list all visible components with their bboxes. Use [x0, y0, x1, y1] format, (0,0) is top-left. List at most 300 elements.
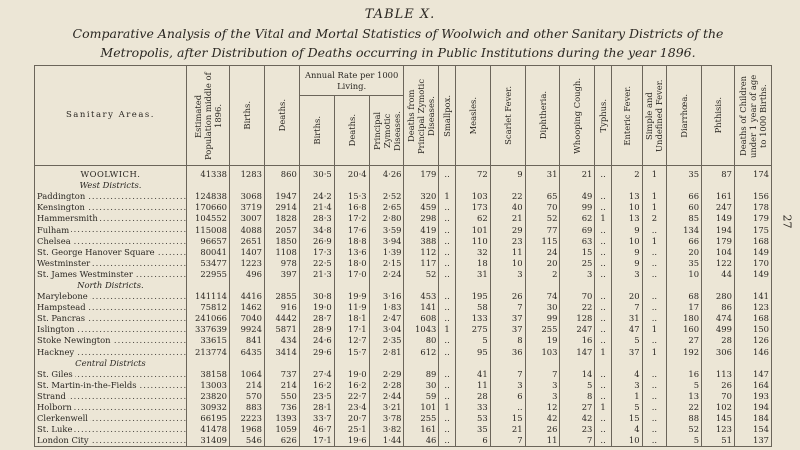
infant-deaths-cell: 194 [734, 402, 771, 413]
infant-deaths-cell: 164 [734, 380, 771, 391]
phthisis-cell: 499 [702, 324, 735, 335]
diphtheria-cell: 30 [525, 302, 560, 313]
scarlet-fever-cell: .. [490, 402, 525, 413]
area-name: St. James Westminster [37, 268, 133, 279]
scarlet-fever-cell: 3 [490, 380, 525, 391]
table-row [35, 369, 772, 380]
smallpox-cell: .. [439, 247, 455, 258]
diphtheria-cell: 3 [525, 380, 560, 391]
deaths-cell: 214 [264, 380, 299, 391]
diphtheria-cell: 74 [525, 291, 560, 302]
smallpox-cell: .. [439, 291, 455, 302]
table-row [35, 202, 772, 213]
rate-zymotic-cell: 2·35 [369, 335, 404, 346]
empty-cell [369, 358, 404, 369]
rate-deaths-cell: 17·1 [334, 324, 369, 335]
measles-cell: 72 [455, 166, 490, 181]
empty-cell [186, 358, 229, 369]
rate-zymotic-cell: 4·26 [369, 166, 404, 181]
area-name-cell [35, 324, 187, 335]
header-diarrhoea: Diarrhœa. [667, 66, 702, 166]
diphtheria-cell: 42 [525, 413, 560, 424]
rate-births-cell: 29·6 [299, 347, 334, 358]
infant-deaths-cell: 168 [734, 236, 771, 247]
scarlet-fever-cell: 9 [490, 166, 525, 181]
table-row [35, 258, 772, 269]
rate-births-cell: 34·8 [299, 224, 334, 235]
enteric-fever-cell: 15 [611, 413, 642, 424]
infant-deaths-cell: 174 [734, 166, 771, 181]
births-cell: 570 [230, 391, 265, 402]
typhus-cell: .. [595, 424, 611, 435]
phthisis-cell: 145 [702, 413, 735, 424]
area-name: Fulham [37, 224, 70, 235]
diphtheria-cell: 31 [525, 166, 560, 181]
phthisis-cell: 122 [702, 258, 735, 269]
rate-births-cell: 23·5 [299, 391, 334, 402]
typhus-cell: .. [595, 258, 611, 269]
empty-cell [560, 280, 595, 291]
enteric-fever-cell: 3 [611, 269, 642, 280]
diphtheria-cell: 24 [525, 247, 560, 258]
typhus-cell: .. [595, 335, 611, 346]
empty-cell [369, 180, 404, 191]
population-cell: 38158 [186, 369, 229, 380]
population-cell: 80041 [186, 247, 229, 258]
whooping-cough-cell: 42 [560, 413, 595, 424]
measles-cell: 31 [455, 269, 490, 280]
rate-deaths-cell: 19·0 [334, 369, 369, 380]
typhus-cell: 1 [595, 402, 611, 413]
empty-cell [439, 180, 455, 191]
rate-zymotic-cell: 3·04 [369, 324, 404, 335]
table-row [35, 391, 772, 402]
diarrhoea-cell: 16 [667, 369, 702, 380]
measles-cell: 103 [455, 191, 490, 202]
typhus-cell: .. [595, 202, 611, 213]
rate-births-cell: 28·1 [299, 402, 334, 413]
smallpox-cell: .. [439, 369, 455, 380]
smallpox-cell: 1 [439, 402, 455, 413]
empty-cell [611, 180, 642, 191]
area-name-cell [35, 191, 187, 202]
rate-zymotic-cell: 1·44 [369, 435, 404, 447]
smallpox-cell: .. [439, 202, 455, 213]
infant-deaths-cell: 150 [734, 324, 771, 335]
area-name: St. Martin-in-the-Fields [37, 379, 137, 390]
rate-zymotic-cell: 1·83 [369, 302, 404, 313]
diphtheria-cell: 11 [525, 435, 560, 447]
phthisis-cell: 474 [702, 313, 735, 324]
enteric-fever-cell: 10 [611, 202, 642, 213]
rate-zymotic-cell: 2·28 [369, 380, 404, 391]
rate-zymotic-cell: 2·15 [369, 258, 404, 269]
typhus-cell: .. [595, 236, 611, 247]
infant-deaths-cell: 147 [734, 369, 771, 380]
infant-deaths-cell: 170 [734, 258, 771, 269]
diarrhoea-cell: 5 [667, 435, 702, 447]
enteric-fever-cell: 5 [611, 335, 642, 346]
header-diphtheria: Diphtheria. [525, 66, 560, 166]
empty-cell [369, 280, 404, 291]
zymotic-deaths-cell: 612 [404, 347, 439, 358]
empty-cell [490, 180, 525, 191]
measles-cell: 173 [455, 202, 490, 213]
smallpox-cell: .. [439, 213, 455, 224]
simple-fever-cell: 1 [642, 202, 667, 213]
measles-cell: 6 [455, 435, 490, 447]
empty-cell [642, 180, 667, 191]
infant-deaths-cell: 175 [734, 224, 771, 235]
header-sanitary-areas: Sanitary Areas. [35, 66, 187, 166]
area-name: St. Giles [37, 368, 73, 379]
births-cell: 1407 [230, 247, 265, 258]
births-cell: 6435 [230, 347, 265, 358]
population-cell: 241066 [186, 313, 229, 324]
diphtheria-cell: 65 [525, 191, 560, 202]
infant-deaths-cell: 149 [734, 247, 771, 258]
infant-deaths-cell: 146 [734, 347, 771, 358]
enteric-fever-cell: 2 [611, 166, 642, 181]
scarlet-fever-cell: 40 [490, 202, 525, 213]
enteric-fever-cell: 9 [611, 224, 642, 235]
population-cell: 170660 [186, 202, 229, 213]
scarlet-fever-cell: 21 [490, 213, 525, 224]
enteric-fever-cell: 47 [611, 324, 642, 335]
deaths-cell: 1059 [264, 424, 299, 435]
simple-fever-cell: .. [642, 302, 667, 313]
area-name: WOOLWICH. [80, 169, 141, 180]
header-births: Births. [230, 66, 265, 166]
smallpox-cell: .. [439, 335, 455, 346]
deaths-cell: 2855 [264, 291, 299, 302]
scarlet-fever-cell: 26 [490, 291, 525, 302]
enteric-fever-cell: 5 [611, 402, 642, 413]
infant-deaths-cell: 123 [734, 302, 771, 313]
rate-births-cell: 22·5 [299, 258, 334, 269]
phthisis-cell: 102 [702, 402, 735, 413]
diarrhoea-cell: 13 [667, 391, 702, 402]
whooping-cough-cell: 8 [560, 391, 595, 402]
phthisis-cell: 149 [702, 213, 735, 224]
diarrhoea-cell: 5 [667, 380, 702, 391]
whooping-cough-cell: 22 [560, 302, 595, 313]
zymotic-deaths-cell: 112 [404, 247, 439, 258]
smallpox-cell: .. [439, 236, 455, 247]
scarlet-fever-cell: 22 [490, 191, 525, 202]
area-name: Chelsea [37, 235, 71, 246]
measles-cell: 110 [455, 236, 490, 247]
table-row [35, 335, 772, 346]
area-name-cell [35, 224, 187, 235]
whooping-cough-cell: 15 [560, 247, 595, 258]
empty-cell [525, 180, 560, 191]
deaths-cell: 1393 [264, 413, 299, 424]
births-cell: 496 [230, 269, 265, 280]
measles-cell: 53 [455, 413, 490, 424]
rate-zymotic-cell: 3·21 [369, 402, 404, 413]
enteric-fever-cell: 9 [611, 258, 642, 269]
smallpox-cell: .. [439, 424, 455, 435]
whooping-cough-cell: 23 [560, 424, 595, 435]
whooping-cough-cell: 70 [560, 291, 595, 302]
table-row [35, 413, 772, 424]
rate-births-cell: 21·4 [299, 202, 334, 213]
empty-cell [230, 280, 265, 291]
area-name-cell [35, 202, 187, 213]
enteric-fever-cell: 7 [611, 302, 642, 313]
section-heading: Central Districts [35, 358, 187, 369]
smallpox-cell: .. [439, 166, 455, 181]
whooping-cough-cell: 21 [560, 166, 595, 181]
diphtheria-cell: 20 [525, 258, 560, 269]
scarlet-fever-cell: 7 [490, 302, 525, 313]
zymotic-deaths-cell: 52 [404, 269, 439, 280]
deaths-cell: 5871 [264, 324, 299, 335]
births-cell: 546 [230, 435, 265, 447]
empty-cell [734, 180, 771, 191]
diarrhoea-cell: 134 [667, 224, 702, 235]
area-name: St. George Hanover Square [37, 246, 155, 257]
rate-deaths-cell: 16·8 [334, 202, 369, 213]
smallpox-cell: .. [439, 258, 455, 269]
area-name-cell [35, 413, 187, 424]
enteric-fever-cell: 13 [611, 213, 642, 224]
empty-cell [334, 280, 369, 291]
enteric-fever-cell: 1 [611, 391, 642, 402]
typhus-cell: .. [595, 191, 611, 202]
scarlet-fever-cell: 37 [490, 324, 525, 335]
whooping-cough-cell: 14 [560, 369, 595, 380]
area-name-cell [35, 247, 187, 258]
simple-fever-cell: .. [642, 435, 667, 447]
rate-deaths-cell: 17·2 [334, 213, 369, 224]
empty-cell [611, 358, 642, 369]
scarlet-fever-cell: 21 [490, 424, 525, 435]
scarlet-fever-cell: 10 [490, 258, 525, 269]
area-name-cell [35, 258, 187, 269]
deaths-cell: 2057 [264, 224, 299, 235]
whooping-cough-cell: 99 [560, 202, 595, 213]
empty-cell [490, 280, 525, 291]
table-row [35, 269, 772, 280]
population-cell: 41478 [186, 424, 229, 435]
phthisis-cell: 280 [702, 291, 735, 302]
simple-fever-cell: .. [642, 269, 667, 280]
smallpox-cell: .. [439, 391, 455, 402]
simple-fever-cell: .. [642, 335, 667, 346]
phthisis-cell: 194 [702, 224, 735, 235]
empty-cell [642, 358, 667, 369]
zymotic-deaths-cell: 459 [404, 202, 439, 213]
area-name: Kensington [37, 202, 85, 213]
empty-cell [525, 358, 560, 369]
diphtheria-cell: 2 [525, 269, 560, 280]
phthisis-cell: 123 [702, 424, 735, 435]
area-name: Islington [37, 324, 75, 335]
deaths-cell: 1947 [264, 191, 299, 202]
measles-cell: 5 [455, 335, 490, 346]
measles-cell: 195 [455, 291, 490, 302]
simple-fever-cell: .. [642, 224, 667, 235]
rate-zymotic-cell: 2·29 [369, 369, 404, 380]
population-cell: 141114 [186, 291, 229, 302]
empty-cell [642, 280, 667, 291]
empty-cell [702, 180, 735, 191]
area-name: Marylebone [37, 291, 88, 302]
zymotic-deaths-cell: 59 [404, 391, 439, 402]
enteric-fever-cell: 37 [611, 347, 642, 358]
smallpox-cell: .. [439, 224, 455, 235]
area-name-cell [35, 402, 187, 413]
empty-cell [404, 358, 439, 369]
population-cell: 104552 [186, 213, 229, 224]
rate-deaths-cell: 19·6 [334, 435, 369, 447]
typhus-cell: 1 [595, 213, 611, 224]
diphtheria-cell: 255 [525, 324, 560, 335]
births-cell: 3719 [230, 202, 265, 213]
area-name: London City [37, 435, 89, 446]
empty-cell [667, 358, 702, 369]
simple-fever-cell: .. [642, 313, 667, 324]
area-name: Clerkenwell [37, 413, 88, 424]
births-cell: 2223 [230, 413, 265, 424]
simple-fever-cell: .. [642, 413, 667, 424]
empty-cell [439, 358, 455, 369]
whooping-cough-cell: 3 [560, 269, 595, 280]
population-cell: 66195 [186, 413, 229, 424]
rate-births-cell: 30·8 [299, 291, 334, 302]
header-infant-deaths: Deaths of Children under 1 year of age to 1000 Births. [734, 66, 771, 166]
table-row [35, 402, 772, 413]
empty-cell [702, 280, 735, 291]
births-cell: 1064 [230, 369, 265, 380]
diphtheria-cell: 3 [525, 391, 560, 402]
births-cell: 7040 [230, 313, 265, 324]
population-cell: 41338 [186, 166, 229, 181]
rate-zymotic-cell: 2·65 [369, 202, 404, 213]
births-cell: 4088 [230, 224, 265, 235]
header-phthisis: Phthisis. [702, 66, 735, 166]
births-cell: 4416 [230, 291, 265, 302]
rate-deaths-cell: 22·7 [334, 391, 369, 402]
births-cell: 3007 [230, 213, 265, 224]
enteric-fever-cell: 3 [611, 380, 642, 391]
whooping-cough-cell: 16 [560, 335, 595, 346]
phthisis-cell: 28 [702, 335, 735, 346]
header-typhus: Typhus. [595, 66, 611, 166]
enteric-fever-cell: 13 [611, 191, 642, 202]
infant-deaths-cell: 126 [734, 335, 771, 346]
rate-zymotic-cell: 2·80 [369, 213, 404, 224]
population-cell: 337639 [186, 324, 229, 335]
deaths-cell: 3414 [264, 347, 299, 358]
diarrhoea-cell: 85 [667, 213, 702, 224]
population-cell: 124838 [186, 191, 229, 202]
smallpox-cell: .. [439, 435, 455, 447]
scarlet-fever-cell: 3 [490, 269, 525, 280]
measles-cell: 28 [455, 391, 490, 402]
diphtheria-cell: 19 [525, 335, 560, 346]
rate-deaths-cell: 17·0 [334, 269, 369, 280]
scarlet-fever-cell: 29 [490, 224, 525, 235]
table-row [35, 236, 772, 247]
zymotic-deaths-cell: 453 [404, 291, 439, 302]
population-cell: 75812 [186, 302, 229, 313]
area-name: Hampstead [37, 302, 86, 313]
typhus-cell: .. [595, 435, 611, 447]
rate-births-cell: 46·7 [299, 424, 334, 435]
rate-zymotic-cell: 2·81 [369, 347, 404, 358]
header-rate-zymotic: Principal Zymotic Diseases. [369, 96, 404, 166]
empty-cell [702, 358, 735, 369]
infant-deaths-cell: 156 [734, 191, 771, 202]
table-row [35, 213, 772, 224]
phthisis-cell: 104 [702, 247, 735, 258]
typhus-cell: .. [595, 166, 611, 181]
deaths-cell: 434 [264, 335, 299, 346]
whooping-cough-cell: 62 [560, 213, 595, 224]
area-name-cell [35, 435, 187, 447]
typhus-cell: .. [595, 302, 611, 313]
area-name-cell [35, 424, 187, 435]
measles-cell: 275 [455, 324, 490, 335]
deaths-cell: 978 [264, 258, 299, 269]
whooping-cough-cell: 128 [560, 313, 595, 324]
diarrhoea-cell: 17 [667, 302, 702, 313]
zymotic-deaths-cell: 608 [404, 313, 439, 324]
rate-deaths-cell: 18·1 [334, 313, 369, 324]
measles-cell: 41 [455, 369, 490, 380]
empty-cell [404, 280, 439, 291]
deaths-cell: 397 [264, 269, 299, 280]
empty-cell [299, 280, 334, 291]
empty-cell [525, 280, 560, 291]
diarrhoea-cell: 27 [667, 335, 702, 346]
rate-births-cell: 28·3 [299, 213, 334, 224]
section-heading: West Districts. [35, 180, 187, 191]
rate-deaths-cell: 18·0 [334, 258, 369, 269]
diarrhoea-cell: 160 [667, 324, 702, 335]
smallpox-cell: .. [439, 380, 455, 391]
typhus-cell: .. [595, 291, 611, 302]
population-cell: 30932 [186, 402, 229, 413]
scarlet-fever-cell: 8 [490, 335, 525, 346]
empty-cell [455, 358, 490, 369]
deaths-cell: 1850 [264, 236, 299, 247]
measles-cell: 32 [455, 247, 490, 258]
phthisis-cell: 179 [702, 236, 735, 247]
header-simple-fever: Simple and Undefined Fever. [642, 66, 667, 166]
empty-cell [560, 180, 595, 191]
simple-fever-cell: .. [642, 258, 667, 269]
rate-deaths-cell: 17·6 [334, 224, 369, 235]
empty-cell [230, 358, 265, 369]
empty-cell [264, 358, 299, 369]
zymotic-deaths-cell: 141 [404, 302, 439, 313]
typhus-cell: 1 [595, 347, 611, 358]
population-cell: 33615 [186, 335, 229, 346]
scarlet-fever-cell: 11 [490, 247, 525, 258]
simple-fever-cell: .. [642, 391, 667, 402]
measles-cell: 18 [455, 258, 490, 269]
simple-fever-cell: 1 [642, 236, 667, 247]
whooping-cough-cell: 147 [560, 347, 595, 358]
typhus-cell: .. [595, 380, 611, 391]
phthisis-cell: 87 [702, 166, 735, 181]
infant-deaths-cell: 154 [734, 424, 771, 435]
table-row [35, 347, 772, 358]
